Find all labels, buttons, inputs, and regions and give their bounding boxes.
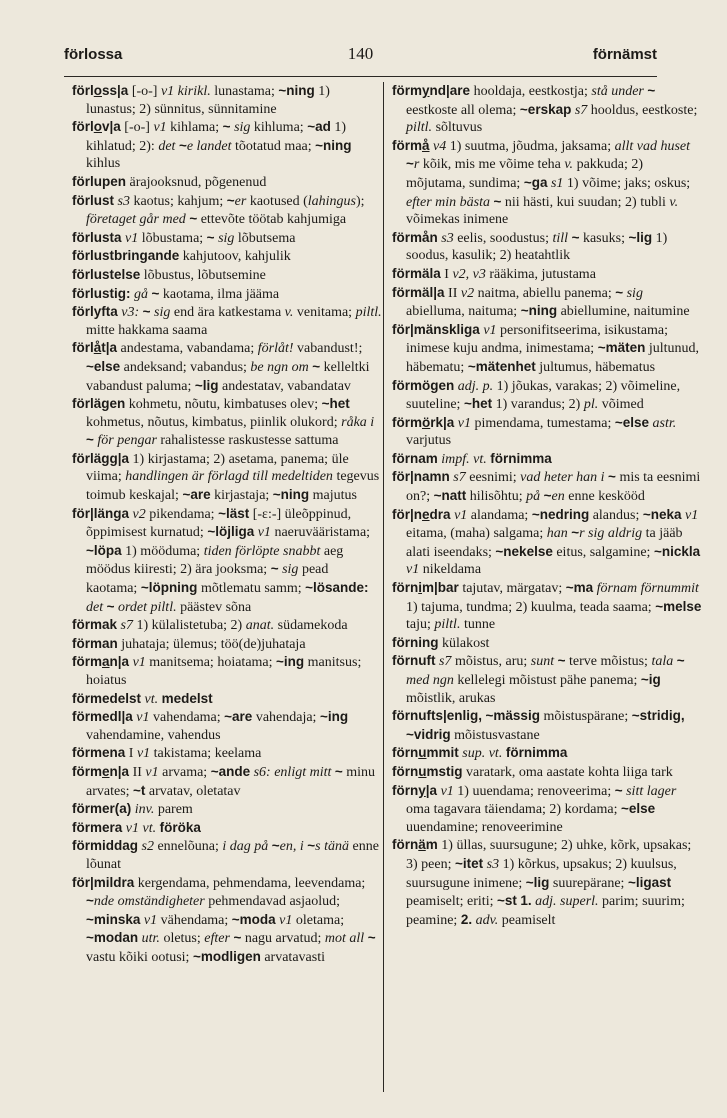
dictionary-entry: förmak s7 1) külalistetuba; 2) anat. südamekoda — [72, 617, 348, 634]
page-number: 140 — [347, 44, 374, 63]
dictionary-entry: förmynd|are hooldaja, eestkostja; stå under ~ eestkoste all olema; ~erskap s7 hooldus, eestkoste; piltl. sõltuvus — [392, 83, 698, 136]
dictionary-entry: för|länga v2 pikendama; ~läst [-ε:-] üleõppinud, õppimisest kurnatud; ~löjliga v1 naeruvääristama; ~löpa 1) mööduma; tiden förlöpte snabbt aeg möödus kiiresti; 2) ära jooksma; ~ sig pead kaotama; ~löpning mõtlematu samm; ~lösande: det ~ ordet piltl. päästev sõna — [72, 505, 371, 615]
dictionary-entry: förnummit sup. vt. förnimma — [392, 745, 568, 762]
dictionary-entry: förman juhataja; ülemus; töö(de)juhataja — [72, 635, 306, 652]
dictionary-entry: för|mildra kergendama, pehmendama, leevendama; ~nde omständigheter pehmendavad asjaolud; ~minska v1 vähendama; ~moda v1 oletama; ~modan utr. oletus; efter ~ nagu arvatud; mot all ~ vastu kõiki ootusi; ~modligen arvatavasti — [72, 874, 376, 965]
dictionary-entry: förnufts|enlig, ~mässig mõistuspärane; ~stridig, ~vidrig mõistusvastane — [392, 708, 685, 743]
dictionary-entry: förlustbringande kahjutoov, kahjulik — [72, 248, 291, 265]
dictionary-entry: förmen|a II v1 arvama; ~ande s6: enligt mitt ~ minu arvates; ~t arvatav, oletatav — [72, 763, 376, 799]
header-right-guide-word: förnämst — [592, 46, 657, 63]
dictionary-entry: förmäl|a II v2 naitma, abiellu panema; ~ sig abielluma, naituma; ~ning abiellumine, naitumine — [392, 284, 690, 320]
dictionary-entry: förlust s3 kaotus; kahjum; ~er kaotused (lahingus); företaget går med ~ ettevõte töötab kahjumiga — [72, 192, 365, 228]
left-column — [72, 82, 382, 1094]
dictionary-entry: förloss|a [-o-] v1 kirikl. lunastama; ~ning 1) lunastus; 2) sünnitus, sünnitamine — [72, 83, 330, 117]
right-column — [392, 82, 702, 1094]
dictionary-entry: förmedelst vt. medelst — [72, 690, 213, 707]
column-divider — [383, 82, 384, 1092]
header-rule — [64, 76, 657, 77]
dictionary-entry: förlustelse lõbustus, lõbutsemine — [72, 266, 266, 283]
dictionary-entry: förlov|a [-o-] v1 kihlama; ~ sig kihluma; ~ad 1) kihlatud; 2): det ~e landet tõotatud maa; ~ning kihlus — [72, 119, 352, 172]
dictionary-entry: förning külakost — [392, 634, 490, 651]
dictionary-entry: förmörk|a v1 pimendama, tumestama; ~else astr. varjutus — [392, 414, 677, 449]
dictionary-entry: förlägen kohmetu, nõutu, kimbatuses olev; ~het kohmetus, nõutus, kimbatus, piinlik olukord; råka i ~ för pengar rahalistesse raskustesse sattuma — [72, 396, 375, 449]
dictionary-entry: förmå v4 1) suutma, jõudma, jaksama; allt vad huset ~r kõik, mis me võime teha v. pakkuda; 2) mõjutama, sundima; ~ga s1 1) võime; jaks; oskus; efter min bästa ~ nii hästi, kui suudan; 2) tubli v. võimekas inimene — [392, 137, 691, 228]
dictionary-entry: förmedl|a v1 vahendama; ~are vahendaja; ~ing vahendamine, vahendus — [72, 709, 349, 743]
dictionary-entry: för|namn s7 eesnimi; vad heter han i ~ mis ta eesnimi on?; ~natt hilisõhtu; på ~en enne keskööd — [392, 469, 701, 505]
dictionary-entry: för|mänskliga v1 personifitseerima, isikustama; inimese kuju andma, inimestama; ~mäten jultunud, häbematu; ~mätenhet jultumus, häbematus — [392, 321, 700, 375]
page-header — [64, 40, 657, 64]
dictionary-entry: förlustig: gå ~ kaotama, ilma jääma — [72, 285, 280, 302]
dictionary-entry: förlusta v1 lõbustama; ~ sig lõbutsema — [72, 229, 296, 246]
dictionary-entry: förnuft s7 mõistus, aru; sunt ~ terve mõistus; tala ~ med ngn kellelegi mõistust pähe panema; ~ig mõistlik, arukas — [392, 653, 685, 706]
dictionary-entry: förlägg|a 1) kirjastama; 2) asetama, panema; üle viima; handlingen är förlagd till medeltiden tegevus toimub keskajal; ~are kirjastaja; ~ning majutus — [72, 450, 380, 504]
dictionary-entry: förlupen ärajooksnud, põgenenud — [72, 173, 267, 190]
dictionary-entry: förmera v1 vt. föröka — [72, 819, 201, 836]
dictionary-entry: förmögen adj. p. 1) jõukas, varakas; 2) võimeline, suuteline; ~het 1) varandus; 2) pl. võimed — [392, 377, 681, 413]
dictionary-entry: förnäm 1) üllas, suursugune; 2) uhke, kõrk, upsakas; 3) peen; ~itet s3 1) kõrkus, upsakus; 2) kuulsus, suursugune inimene; ~lig suurepärane; ~ligast peamiselt; eriti; ~st 1. adj. superl. parim; suurim; peamine; 2. adv. peamiselt — [392, 837, 692, 928]
dictionary-entry: förmena I v1 takistama; keelama — [72, 745, 262, 762]
dictionary-entry: förlyfta v3: ~ sig end ära katkestama v. venitama; piltl. mitte hakkama saama — [72, 304, 382, 338]
dictionary-entry: förnim|bar tajutav, märgatav; ~ma förnam förnummit 1) tajuma, tundma; 2) kuulma, teada saama; ~melse taju; piltl. tunne — [392, 580, 702, 633]
dictionary-entry: för|nedra v1 alandama; ~nedring alandus; ~neka v1 eitama, (maha) salgama; han ~r sig aldrig ta jääb alati iseendaks; ~nekelse eitus, salgamine; ~nickla v1 nikeldama — [392, 506, 701, 578]
header-left-guide-word: förlossa — [64, 46, 123, 63]
dictionary-entry: förmäla I v2, v3 rääkima, jutustama — [392, 265, 596, 282]
dictionary-entry: förmån s3 eelis, soodustus; till ~ kasuks; ~lig 1) soodus, kasulik; 2) heatahtlik — [392, 229, 668, 264]
dictionary-entry: förlåt|a andestama, vabandama; förlåt! vabandust!; ~else andeksand; vabandus; be ngn om ~ kelleltki vabandust paluma; ~lig andestatav, vabandatav — [72, 340, 370, 394]
dictionary-entry: förmiddag s2 ennelõuna; i dag på ~en, i ~s tänä enne lõunat — [72, 838, 379, 872]
dictionary-entry: förnumstig varatark, oma aastate kohta liiga tark — [392, 763, 673, 780]
dictionary-entry: förnam impf. vt. förnimma — [392, 450, 552, 467]
dictionary-entry: förman|a v1 manitsema; hoiatama; ~ing manitsus; hoiatus — [72, 654, 362, 688]
dictionary-entry: förmer(a) inv. parem — [72, 801, 193, 818]
dictionary-entry: förny|a v1 1) uuendama; renoveerima; ~ sitt lager oma tagavara täiendama; 2) kordama; ~else uuendamine; renoveerimine — [392, 782, 677, 835]
